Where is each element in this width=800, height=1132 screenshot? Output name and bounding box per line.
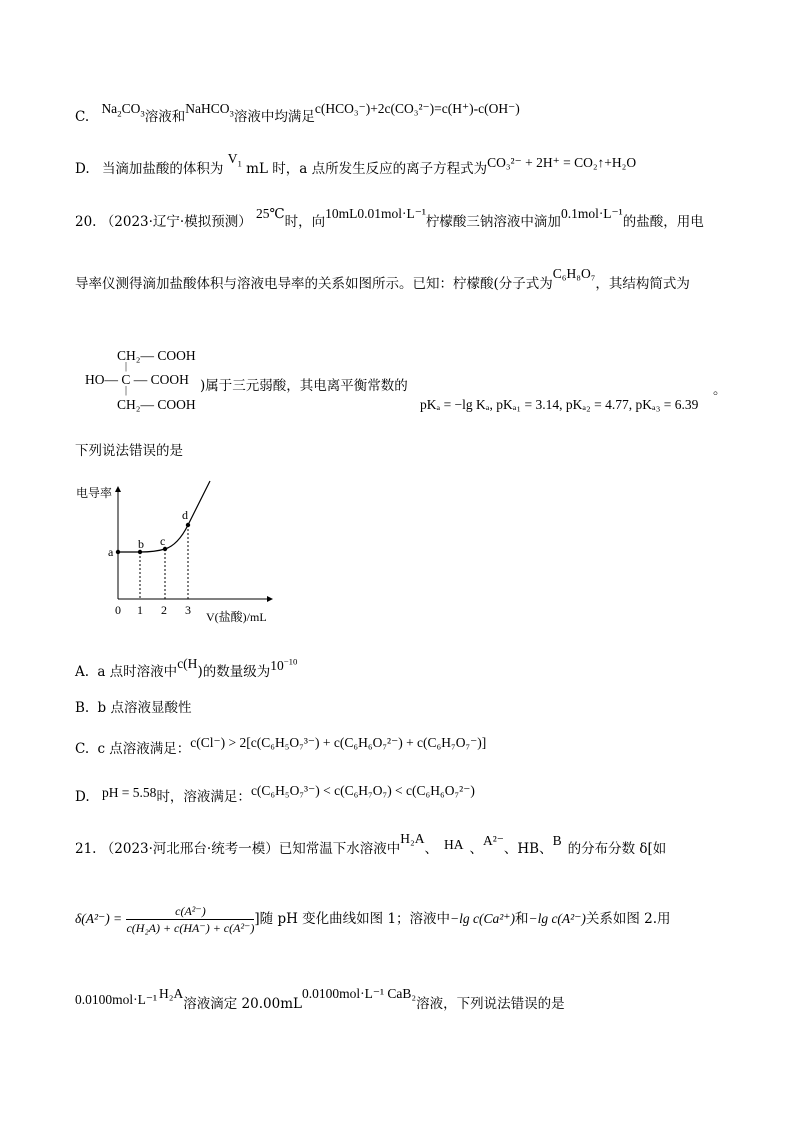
- q20-option-a: A. a 点时溶液中c(H)的数量级为$10^{-10}$: [75, 656, 298, 680]
- q19-c-label: C.: [75, 109, 90, 125]
- x-tick-2: 2: [161, 603, 167, 617]
- q20-pka: pKₐ = −lg Kₐ, pKₐ₁ = 3.14, pKₐ₂ = 4.77, pKₐ₃ = 6.39: [420, 397, 699, 412]
- q21-frac-numerator: c(A²⁻): [126, 905, 254, 920]
- x-axis-label: V(盐酸)/mL: [206, 610, 267, 624]
- q19-c-equation: c(HCO₃⁻)+2c(CO₃²⁻)=c(H⁺)-c(OH⁻): [314, 101, 520, 116]
- q20-period: 。: [713, 382, 727, 398]
- q19-d-equation: CO₃²⁻ + 2H⁺ = CO₂↑+H₂O: [487, 155, 637, 170]
- y-axis-label: 电导率: [76, 486, 113, 500]
- q20-formula: C₆H₈O₇: [552, 266, 596, 281]
- q20-question: 下列说法错误的是: [75, 443, 183, 459]
- q21-delta-fraction: [126, 905, 254, 934]
- q20-temp: 25℃: [256, 206, 285, 221]
- point-d: [186, 523, 190, 527]
- x-tick-3: 3: [185, 603, 191, 617]
- q19-option-d: D. 当滴加盐酸的体积为 $V_1$ mL 时，a 点所发生反应的离子方程式为CO₃²⁻ + 2H⁺ = CO₂↑+H₂O: [75, 151, 637, 177]
- q20-a-value: $10^{-10}$: [270, 656, 298, 673]
- q21-delta-lhs: δ(A²⁻) =: [75, 911, 123, 926]
- struct-bond2: |: [125, 385, 128, 396]
- label-d: d: [182, 508, 188, 522]
- q19-d-label: D.: [75, 161, 90, 177]
- q20-a-ch: c(H: [177, 656, 198, 671]
- label-a: a: [108, 545, 114, 559]
- struct-row1: CH₂— COOH: [117, 348, 196, 363]
- origin-label: 0: [115, 603, 121, 617]
- q21-frac-denominator: c(H₂A) + c(HA⁻) + c(A²⁻): [126, 921, 255, 935]
- q21-number: 21.: [75, 841, 97, 857]
- q19-d-v1: $V_1$: [227, 151, 242, 169]
- q20-option-d: D. pH = 5.58时，溶液满足：c(C₆H₅O₇³⁻) < c(C₆H₇O₇) < c(C₆H₆O₇²⁻): [75, 783, 475, 805]
- q19-option-c: C. $Na_2CO_3$溶液和NaHCO$_3$溶液中均满足c(HCO₃⁻)+2c(CO₃²⁻)=c(H⁺)-c(OH⁻): [75, 101, 520, 125]
- q19-c-nahco3: NaHCO$_3$: [185, 101, 234, 119]
- label-c: c: [160, 534, 166, 548]
- conductivity-graph: [70, 475, 280, 625]
- q20-stem-line1: 20. （2023·辽宁·模拟预测） 25℃时，向10mL0.01mol·L⁻¹柠檬酸三钠溶液中滴加0.1mol·L⁻¹的盐酸，用电: [75, 206, 704, 230]
- q20-d-ph: pH = 5.58: [101, 785, 157, 800]
- q20-c-equation: c(Cl⁻) > 2[c(C₆H₅O₇³⁻) + c(C₆H₆O₇²⁻) + c(C₆H₇O₇⁻)]: [190, 735, 487, 750]
- q19-c-na2co3: $Na_2CO_3$: [101, 101, 145, 119]
- q20-stem-line2: 导率仪测得滴加盐酸体积与溶液电导率的关系如图所示。已知：柠檬酸(分子式为C₆H₈O₇，其结构简式为: [75, 266, 690, 292]
- q20-number: 20.: [75, 214, 97, 230]
- struct-row2: HO— C — COOH: [85, 372, 189, 387]
- q20-d-equation: c(C₆H₅O₇³⁻) < c(C₆H₇O₇) < c(C₆H₆O₇²⁻): [250, 783, 475, 798]
- q20-source: （2023·辽宁·模拟预测）: [100, 214, 252, 230]
- q21-stem-line2: δ(A²⁻) = $\frac{\text{c(A²⁻)}}{\text{c(H₂A) + c(HA⁻) + c(A²⁻)}}$ ]随 pH 变化曲线如图 1；溶液中−lg c(Ca²⁺)和−lg c(A²⁻)关系如图 2.用: [75, 904, 671, 935]
- struct-row3: CH₂— COOH: [117, 397, 196, 412]
- label-b: b: [138, 537, 144, 551]
- q21-stem-line3: 0.0100mol·L⁻¹ H₂A溶液滴定 20.00mL0.0100mol·L⁻¹ CaB₂溶液，下列说法错误的是: [75, 986, 565, 1012]
- point-a: [116, 550, 120, 554]
- q20-conc2: 0.1mol·L⁻¹: [560, 206, 623, 221]
- q20-option-b: B. b 点溶液显酸性: [75, 700, 192, 716]
- q20-conc1: 10mL0.01mol·L⁻¹: [325, 206, 426, 221]
- q20-after-structure: )属于三元弱酸，其电离平衡常数的: [200, 378, 408, 394]
- struct-bond1: |: [125, 361, 128, 372]
- q21-stem-line1: 21. （2023·河北邢台·统考一模）已知常温下水溶液中H₂A、 HA 、A²⁻、HB、B的分布分数 δ[如: [75, 831, 667, 857]
- x-tick-1: 1: [137, 603, 143, 617]
- q20-option-c: C. c 点溶液满足：c(Cl⁻) > 2[c(C₆H₅O₇³⁻) + c(C₆H₆O₇²⁻) + c(C₆H₇O₇⁻)]: [75, 735, 487, 757]
